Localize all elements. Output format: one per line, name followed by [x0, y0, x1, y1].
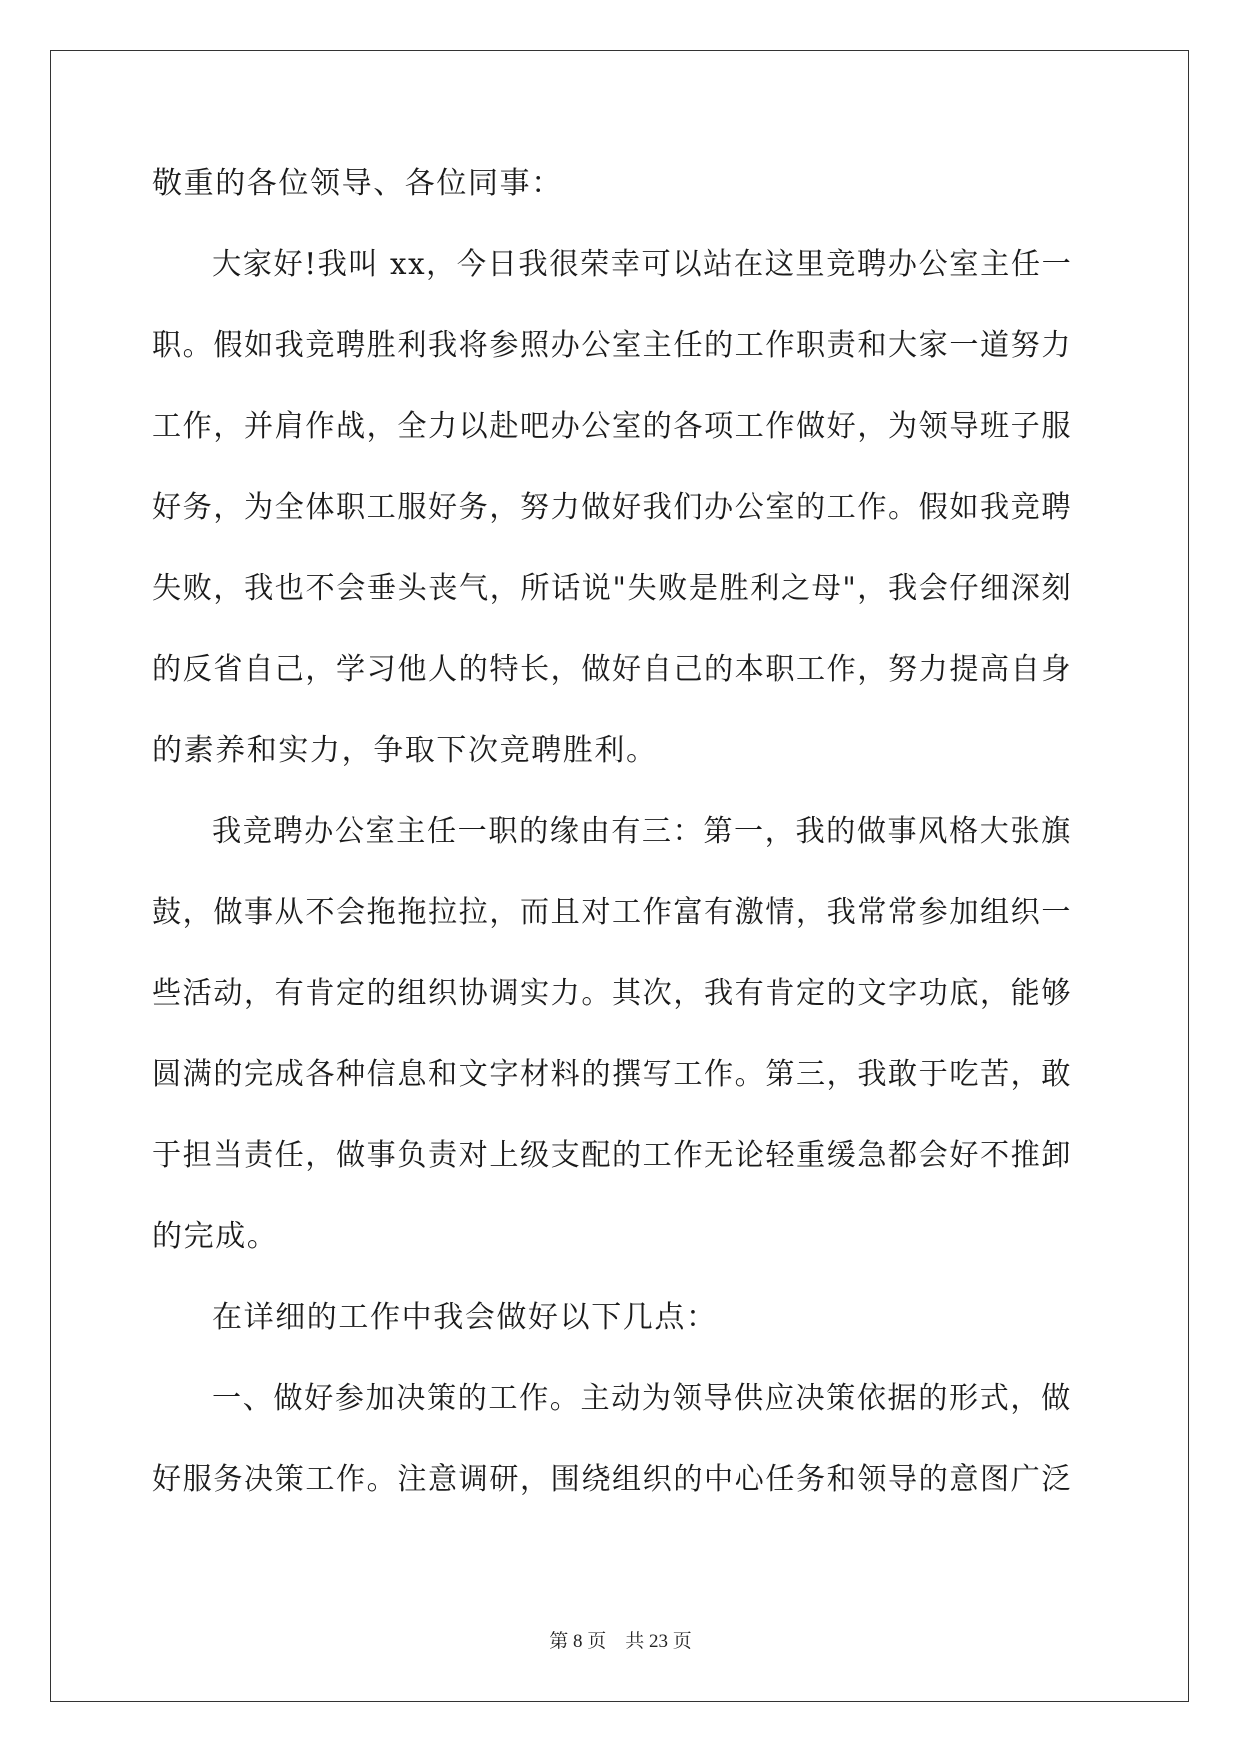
- text-line: 我竞聘办公室主任一职的缘由有三：第一，我的做事风格大张旗: [212, 814, 1072, 849]
- text-line: 失败，我也不会垂头丧气，所话说"失败是胜利之母"，我会仔细深刻: [152, 571, 1073, 606]
- text-line: 好务，为全体职工服好务，努力做好我们办公室的工作。假如我竞聘: [152, 490, 1072, 525]
- page-border: [50, 50, 1189, 1702]
- page-number: 第 8 页: [549, 1631, 607, 1652]
- text-line: 好服务决策工作。注意调研，围绕组织的中心任务和领导的意图广泛: [152, 1462, 1072, 1497]
- text-line: 一、做好参加决策的工作。主动为领导供应决策依据的形式，做: [212, 1381, 1072, 1416]
- text-line: 的完成。: [152, 1219, 279, 1254]
- text-line: 工作，并肩作战，全力以赴吧办公室的各项工作做好，为领导班子服: [152, 409, 1072, 444]
- text-line: 职。假如我竞聘胜利我将参照办公室主任的工作职责和大家一道努力: [152, 328, 1072, 363]
- page-footer: [0, 1630, 1241, 1654]
- text-line: 的素养和实力，争取下次竞聘胜利。: [152, 733, 658, 768]
- text-line: 在详细的工作中我会做好以下几点：: [212, 1300, 718, 1335]
- text-line: 于担当责任，做事负责对上级支配的工作无论轻重缓急都会好不推卸: [152, 1138, 1072, 1173]
- text-line: 些活动，有肯定的组织协调实力。其次，我有肯定的文字功底，能够: [152, 976, 1072, 1011]
- page-total: 共 23 页: [625, 1631, 692, 1652]
- text-line: 的反省自己，学习他人的特长，做好自己的本职工作，努力提高自身: [152, 652, 1072, 687]
- text-line: 鼓，做事从不会拖拖拉拉，而且对工作富有激情，我常常参加组织一: [152, 895, 1072, 930]
- text-line: 大家好!我叫 xx，今日我很荣幸可以站在这里竞聘办公室主任一: [212, 247, 1073, 282]
- text-line: 圆满的完成各种信息和文字材料的撰写工作。第三，我敢于吃苦，敢: [152, 1057, 1072, 1092]
- text-line: 敬重的各位领导、各位同事：: [152, 166, 563, 201]
